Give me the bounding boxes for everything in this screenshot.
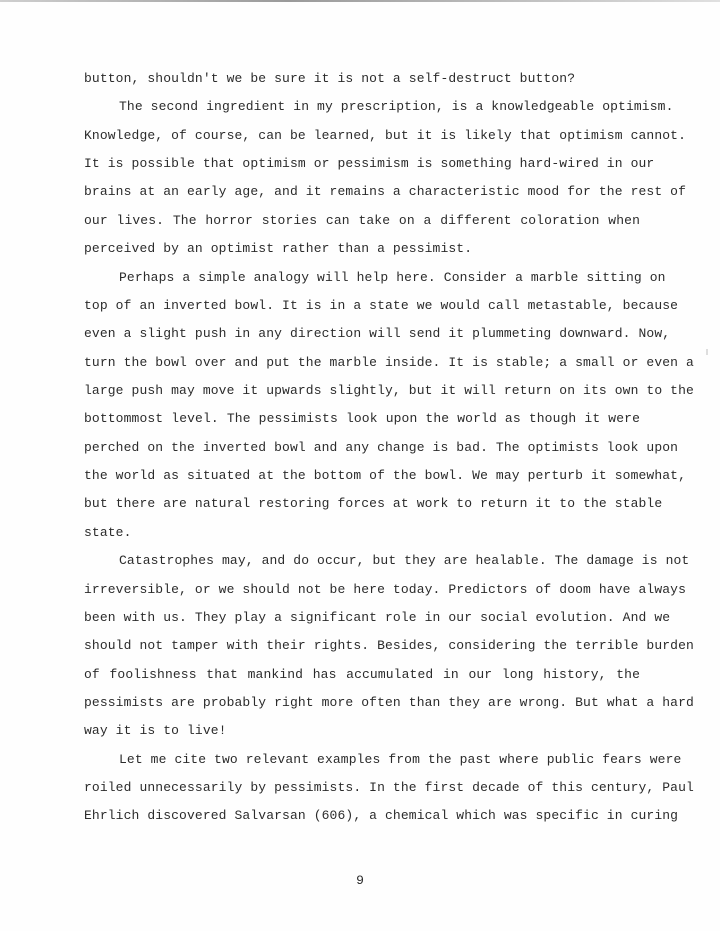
text-line: even a slight push in any direction will send it plummeting downward. Now, [84, 326, 671, 341]
page-top-edge [0, 0, 720, 2]
text-line: Ehrlich discovered Salvarsan (606), a chemical which was specific in curing [84, 808, 679, 823]
text-line: perched on the inverted bowl and any change is bad. The optimists look upon [84, 440, 679, 455]
text-line: brains at an early age, and it remains a characteristic mood for the rest of [84, 184, 687, 199]
paragraph-first-line: The second ingredient in my prescription, is a knowledgeable optimism. [119, 99, 674, 114]
text-line: top of an inverted bowl. It is in a state we would call metastable, because [84, 298, 679, 313]
text-line: should not tamper with their rights. Besides, considering the terrible burden [84, 638, 694, 653]
text-line: state. [84, 525, 132, 540]
paragraph-first-line: Catastrophes may, and do occur, but they are healable. The damage is not [119, 553, 690, 568]
scan-speck [706, 349, 708, 355]
text-line: turn the bowl over and put the marble inside. It is stable; a small or even a [84, 355, 694, 370]
text-line: of foolishness that mankind has accumulated in our long history, the [84, 667, 640, 682]
text-line: button, shouldn't we be sure it is not a self-destruct button? [84, 71, 576, 86]
text-line: roiled unnecessarily by pessimists. In the first decade of this century, Paul [84, 780, 694, 795]
text-line: irreversible, or we should not be here today. Predictors of doom have always [84, 582, 687, 597]
text-line: but there are natural restoring forces at work to return it to the stable [84, 496, 663, 511]
text-line: Knowledge, of course, can be learned, but it is likely that optimism cannot. [84, 128, 687, 143]
text-line: pessimists are probably right more often than they are wrong. But what a hard [84, 695, 694, 710]
text-line: large push may move it upwards slightly, but it will return on its own to the [84, 383, 694, 398]
text-line: way it is to live! [84, 723, 227, 738]
text-line: our lives. The horror stories can take on a different coloration when [84, 213, 640, 228]
text-line: bottommost level. The pessimists look upon the world as though it were [84, 411, 640, 426]
text-line: perceived by an optimist rather than a pessimist. [84, 241, 473, 256]
text-line: been with us. They play a significant role in our social evolution. And we [84, 610, 671, 625]
text-line: It is possible that optimism or pessimism is something hard-wired in our [84, 156, 655, 171]
page-number: 9 [356, 873, 364, 888]
paragraph-first-line: Let me cite two relevant examples from the past where public fears were [119, 752, 682, 767]
text-line: the world as situated at the bottom of the bowl. We may perturb it somewhat, [84, 468, 687, 483]
paragraph-first-line: Perhaps a simple analogy will help here. Consider a marble sitting on [119, 270, 666, 285]
